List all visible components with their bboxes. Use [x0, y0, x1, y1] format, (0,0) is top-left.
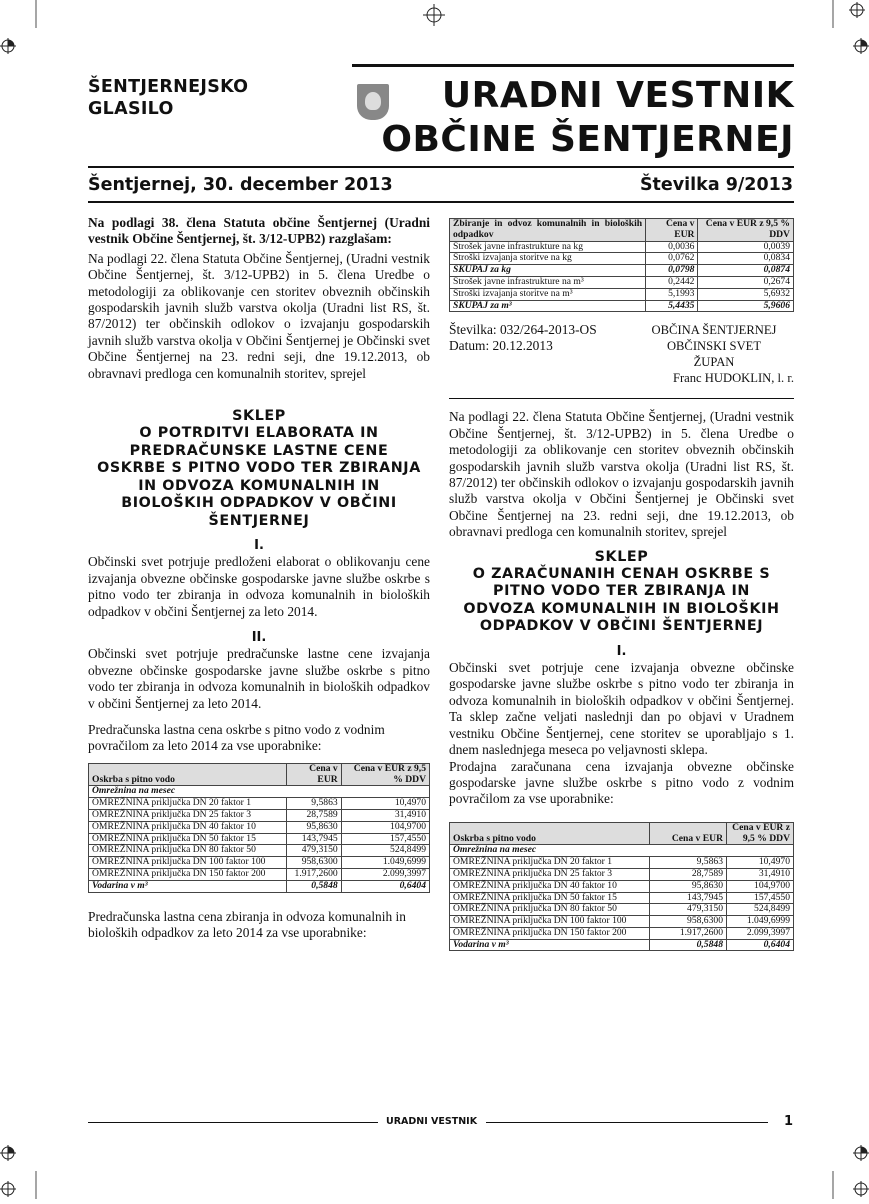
- right-intro-text: Na podlagi 22. člena Statuta Občine Šentjernej, (Uradni vestnik Občine Šentjernej, št. 3/12-UPB2) in 5. člena Uredbe o metodologiji za oblikovanje cen storitev obveznih občinskih gospodarskih javnih služb varstva okolja (Uradni list RS, št. 87/2012) ter občinskih odlokov o izvajanju gospodarskih javnih služb varstva okolja v Občini Šentjernej je Občinski svet Občine Šentjernej na 23. redni seji, dne 19.12.2013, ob obravnavi predloga cen komunalnih storitev, sprejel: [449, 409, 794, 540]
- cell-label: OMREŽNINA priključka DN 50 faktor 15: [89, 833, 287, 845]
- cell-value: 143,7945: [286, 833, 341, 845]
- cell-label: OMREŽNINA priključka DN 100 faktor 100: [450, 916, 650, 928]
- masthead-mid-rule: [88, 166, 794, 168]
- section-2-label: II.: [251, 629, 267, 645]
- right-price-text: Prodajna zaračunana cena izvajanja obvezne občinske gospodarske javne službe oskrbe s pitno vodo z vodnim povračilom za vse uporabnike:: [449, 758, 794, 807]
- registration-mark-top-center: [421, 2, 447, 28]
- right-column: [449, 218, 794, 951]
- table-row: [89, 809, 430, 821]
- cell-value: 479,3150: [649, 904, 726, 916]
- right-section-1-text: Občinski svet potrjuje cene izvajanja obvezne občinske gospodarske javne službe oskrbe s pitno vodo ter zbiranja in odvoza komunalnih in bioloških odpadkov v občini Šentjernej. Ta sklep začne veljati naslednji dan po objavi v Uradnem vestniku Občine Šentjernej, cene storitev se uporabljajo s 1. dnem naslednjega meseca po veljavnosti sklepa.: [449, 660, 794, 758]
- heading-line: ODVOZA KOMUNALNIH IN BIOLOŠKIH: [463, 600, 780, 617]
- heading-line: SKLEP: [594, 548, 649, 565]
- col-header: Cena v EUR z 9,5 % DDV: [727, 822, 794, 845]
- signatory-line: ŽUPAN: [693, 355, 735, 370]
- cell-label: OMREŽNINA priključka DN 25 faktor 3: [450, 868, 650, 880]
- cell-value: 524,8499: [341, 845, 429, 857]
- cell-value: 157,4550: [341, 833, 429, 845]
- heading-line: O POTRDITVI ELABORATA IN: [139, 425, 379, 442]
- heading-line: PITNO VODO TER ZBIRANJA IN: [493, 583, 750, 600]
- heading-line: OSKRBE S PITNO VODO TER ZBIRANJA: [97, 460, 421, 477]
- cell-label: Stroški izvajanja storitve na kg: [450, 253, 646, 265]
- cell-value: 0,0036: [646, 241, 698, 253]
- page-number: 1: [784, 1114, 794, 1129]
- right-section-1-label: I.: [616, 643, 627, 659]
- table-total-row: [89, 880, 430, 892]
- decision-heading-right: [449, 549, 794, 636]
- cell-label: OMREŽNINA priključka DN 150 faktor 200: [450, 927, 650, 939]
- cell-value: 0,6404: [341, 880, 429, 892]
- table-subhead: Omrežnina na mesec: [450, 845, 794, 857]
- cell-label: OMREŽNINA priključka DN 40 faktor 10: [450, 880, 650, 892]
- col-header: Zbiranje in odvoz komunalnih in bioloških odpadkov: [450, 219, 646, 242]
- masthead-title-line2: OBČINE ŠENTJERNEJ: [381, 119, 794, 160]
- heading-line: PREDRAČUNSKE LASTNE CENE: [129, 442, 389, 459]
- table-subhead: Omrežnina na mesec: [89, 786, 430, 798]
- cell-value: 157,4550: [727, 892, 794, 904]
- water-intro: Predračunska lastna cena oskrbe s pitno vodo z vodnim povračilom za leto 2014 za vse uporabnike:: [88, 721, 385, 754]
- table-row: [450, 916, 794, 928]
- masthead-top-rule: [352, 64, 794, 67]
- cell-label: OMREŽNINA priključka DN 50 faktor 15: [450, 892, 650, 904]
- heading-line: ODPADKOV V OBČINI ŠENTJERNEJ: [479, 618, 764, 635]
- heading-line: SKLEP: [232, 408, 286, 425]
- cell-value: 0,6404: [727, 939, 794, 951]
- cell-value: 0,0874: [698, 265, 794, 277]
- cell-value: 10,4970: [727, 857, 794, 869]
- waste-intro: Predračunska lastna cena zbiranja in odvoza komunalnih in bioloških odpadkov za leto 2014 za vse uporabnike:: [88, 908, 406, 940]
- table-row: [450, 880, 794, 892]
- cell-value: 5,1993: [646, 288, 698, 300]
- col-header: Oskrba s pitno vodo: [450, 822, 650, 845]
- footer-rule-left: [88, 1122, 378, 1123]
- cell-value: 2.099,3997: [341, 868, 429, 880]
- registration-mark-top-left: [0, 0, 40, 60]
- cell-label: OMREŽNINA priključka DN 20 faktor 1: [450, 857, 650, 869]
- masthead-left: [88, 76, 248, 120]
- heading-line: ŠENTJERNEJ: [208, 512, 310, 529]
- heading-line: IN ODVOZA KOMUNALNIH IN: [138, 477, 380, 494]
- cell-label: Stroški izvajanja storitve na m³: [450, 288, 646, 300]
- water-price-table-left: [88, 763, 430, 893]
- issue-number: Številka 9/2013: [639, 175, 793, 195]
- cell-label: OMREŽNINA priključka DN 100 faktor 100: [89, 857, 287, 869]
- table-row: [450, 904, 794, 916]
- signatory-line: OBČINA ŠENTJERNEJ: [651, 323, 777, 338]
- cell-value: 5,4435: [646, 300, 698, 312]
- section-1-text: Občinski svet potrjuje predloženi elaborat o oblikovanju cene izvajanja obvezne občinske gospodarske javne službe oskrbe s pitno vodo ter zbiranja in odvoza komunalnih in bioloških odpadkov v občini Šentjernej za leto 2014.: [88, 554, 430, 619]
- heading-line: BIOLOŠKIH ODPADKOV V OBČINI: [121, 495, 397, 512]
- cell-value: 143,7945: [649, 892, 726, 904]
- masthead-left-line2: GLASILO: [88, 99, 174, 119]
- table-row: [450, 857, 794, 869]
- cell-value: 1.917,2600: [649, 927, 726, 939]
- table-row: [89, 857, 430, 869]
- col-header: Oskrba s pitno vodo: [89, 763, 287, 786]
- col-header: Cena v EUR z 9,5 % DDV: [698, 219, 794, 242]
- cell-label: OMREŽNINA priključka DN 80 faktor 50: [89, 845, 287, 857]
- section-1-label: I.: [254, 537, 264, 553]
- cell-value: 95,8630: [649, 880, 726, 892]
- table-row: [450, 868, 794, 880]
- decision-heading-left: [88, 408, 430, 530]
- masthead-bottom-rule: [88, 201, 794, 203]
- cell-label: OMREŽNINA priključka DN 25 faktor 3: [89, 809, 287, 821]
- cell-value: 0,0798: [646, 265, 698, 277]
- water-price-table-right: [449, 822, 794, 952]
- table-total-row: [450, 265, 794, 277]
- registration-mark-bottom-right: [829, 1139, 869, 1199]
- cell-value: 0,5848: [649, 939, 726, 951]
- left-column: [88, 215, 430, 941]
- masthead-title-line1: URADNI VESTNIK: [441, 75, 794, 116]
- section-divider: [449, 398, 794, 399]
- signatory-line: OBČINSKI SVET: [666, 339, 762, 354]
- footer-label: URADNI VESTNIK: [386, 1116, 478, 1127]
- cell-value: 0,2442: [646, 276, 698, 288]
- cell-value: 0,5848: [286, 880, 341, 892]
- col-header: Cena v EUR z 9,5 % DDV: [341, 763, 429, 786]
- cell-value: 104,9700: [341, 821, 429, 833]
- cell-value: 9,5863: [286, 798, 341, 810]
- cell-value: 10,4970: [341, 798, 429, 810]
- section-2-text: Občinski svet potrjuje predračunske lastne cene izvajanja obvezne občinske gospodarske javne službe oskrbe s pitno vodo ter zbiranja in odvoza komunalnih in bioloških odpadkov v občini Šentjernej za leto 2014.: [88, 646, 430, 711]
- cell-value: 31,4910: [727, 868, 794, 880]
- table-row: [450, 276, 794, 288]
- table-total-row: [450, 300, 794, 312]
- heading-line: O ZARAČUNANIH CENAH OSKRBE S: [472, 566, 771, 583]
- table-row: [89, 845, 430, 857]
- cell-label: OMREŽNINA priključka DN 80 faktor 50: [450, 904, 650, 916]
- cell-value: 0,0762: [646, 253, 698, 265]
- issue-date: Šentjernej, 30. december 2013: [88, 175, 393, 195]
- registration-mark-top-right: [829, 0, 869, 60]
- cell-value: 958,6300: [286, 857, 341, 869]
- table-row: [89, 821, 430, 833]
- table-row: [450, 288, 794, 300]
- cell-value: 1.917,2600: [286, 868, 341, 880]
- cell-value: 479,3150: [286, 845, 341, 857]
- table-row: [89, 868, 430, 880]
- cell-value: 958,6300: [649, 916, 726, 928]
- masthead-left-line1: ŠENTJERNEJSKO: [88, 77, 249, 97]
- cell-label: Vodarina v m³: [89, 880, 287, 892]
- signatory: [634, 322, 794, 386]
- signature-block: [449, 322, 794, 386]
- cell-value: 1.049,6999: [727, 916, 794, 928]
- col-header: Cena v EUR: [646, 219, 698, 242]
- cell-value: 9,5863: [649, 857, 726, 869]
- cell-label: OMREŽNINA priključka DN 20 faktor 1: [89, 798, 287, 810]
- table-total-row: [450, 939, 794, 951]
- signatory-line: Franc HUDOKLIN, l. r.: [672, 371, 794, 386]
- table-row: [89, 798, 430, 810]
- cell-value: 0,0039: [698, 241, 794, 253]
- footer-rule-right: [486, 1122, 768, 1123]
- cell-value: 1.049,6999: [341, 857, 429, 869]
- cell-value: 524,8499: [727, 904, 794, 916]
- cell-label: OMREŽNINA priključka DN 40 faktor 10: [89, 821, 287, 833]
- cell-value: 5,9606: [698, 300, 794, 312]
- cell-label: Strošek javne infrastrukture na kg: [450, 241, 646, 253]
- reference-date: Datum: 20.12.2013: [449, 338, 553, 354]
- cell-value: 5,6932: [698, 288, 794, 300]
- cell-value: 0,2674: [698, 276, 794, 288]
- cell-label: Vodarina v m³: [450, 939, 650, 951]
- table-row: [450, 927, 794, 939]
- cell-value: 95,8630: [286, 821, 341, 833]
- cell-label: SKUPAJ za kg: [450, 265, 646, 277]
- cell-value: 31,4910: [341, 809, 429, 821]
- cell-value: 0,0834: [698, 253, 794, 265]
- cell-label: SKUPAJ za m³: [450, 300, 646, 312]
- cell-value: 28,7589: [649, 868, 726, 880]
- waste-price-table: [449, 218, 794, 312]
- intro-bold: Na podlagi 38. člena Statuta občine Šentjernej (Uradni vestnik Občine Šentjernej, št. 3/12-UPB2) razglašam:: [88, 215, 430, 247]
- masthead-title: [352, 74, 794, 162]
- cell-label: Strošek javne infrastrukture na m³: [450, 276, 646, 288]
- reference-number: Številka: 032/264-2013-OS: [449, 322, 597, 338]
- cell-value: 28,7589: [286, 809, 341, 821]
- col-header: Cena v EUR: [286, 763, 341, 786]
- cell-label: OMREŽNINA priključka DN 150 faktor 200: [89, 868, 287, 880]
- table-row: [450, 241, 794, 253]
- intro-text: Na podlagi 22. člena Statuta Občine Šentjernej, (Uradni vestnik Občine Šentjernej, št. 3/12-UPB2) in 5. člena Uredbe o metodologiji za oblikovanje cen storitev obveznih občinskih gospodarskih javnih služb varstva okolja (Uradni list RS, št. 87/2012) ter občinskih odlokov o izvajanju gospodarskih javnih služb varstva okolja v Občini Šentjernej je Občinski svet Občine Šentjernej na 23. redni seji, dne 19.12.2013, ob obravnavi predloga cen komunalnih storitev, sprejel: [88, 250, 430, 381]
- registration-mark-bottom-left: [0, 1139, 40, 1199]
- cell-value: 104,9700: [727, 880, 794, 892]
- table-row: [450, 253, 794, 265]
- col-header: Cena v EUR: [649, 822, 726, 845]
- cell-value: 2.099,3997: [727, 927, 794, 939]
